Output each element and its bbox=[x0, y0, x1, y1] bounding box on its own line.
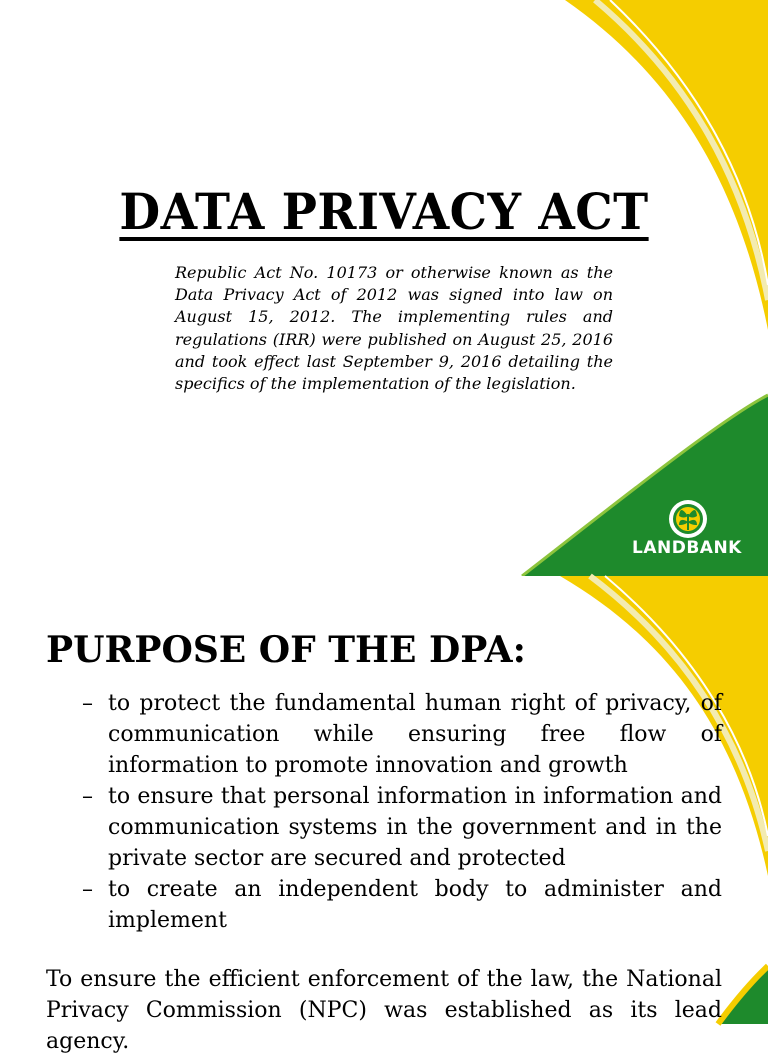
landbank-logo-text: LANDBANK bbox=[632, 538, 742, 558]
slide2-title: PURPOSE OF THE DPA: bbox=[46, 629, 526, 671]
slide1-body-text: Republic Act No. 10173 or otherwise known as the Data Privacy Act of 2012 was signed into law on August 15, 2012. The implementing rules and regulations (IRR) were published on August 25, 2016 and took effect last September 9, 2016 detailing the specifics of the implementation of the legislation. bbox=[175, 263, 613, 394]
slide1-title: DATA PRIVACY ACT bbox=[119, 182, 649, 241]
slide-purpose-of-dpa bbox=[0, 576, 768, 1054]
list-dash: – bbox=[82, 691, 93, 716]
list-dash: – bbox=[82, 877, 93, 902]
slide2-footer-text: To ensure the efficient enforcement of the law, the National Privacy Commission (NPC) was established as its lead agency. bbox=[46, 967, 722, 1054]
list-item bbox=[82, 781, 722, 874]
list-item-text: to ensure that personal information in information and communication systems in the government and in the private sector are secured and protected bbox=[108, 784, 722, 871]
list-item bbox=[82, 874, 722, 936]
list-item bbox=[82, 688, 722, 781]
list-item-text: to create an independent body to administer and implement bbox=[108, 877, 722, 933]
list-item-text: to protect the fundamental human right of privacy, of communication while ensuring free flow of information to promote innovation and growth bbox=[108, 691, 722, 778]
list-dash: – bbox=[82, 784, 93, 809]
purpose-list bbox=[82, 688, 722, 936]
